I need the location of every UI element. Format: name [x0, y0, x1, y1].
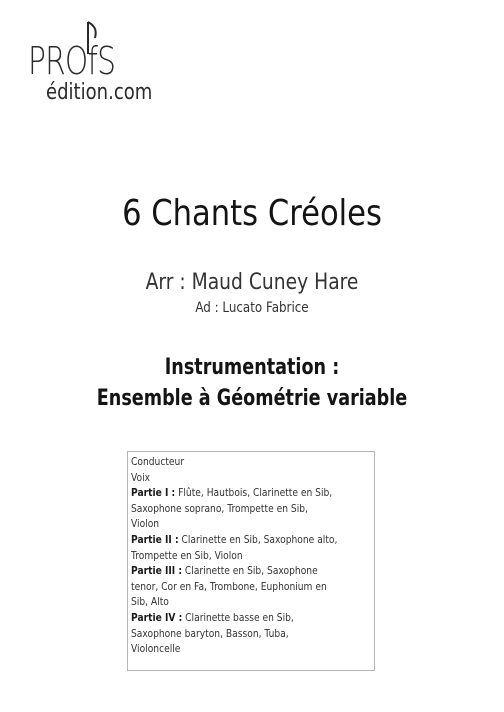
- instrumentation-heading: Instrumentation :: [164, 355, 340, 380]
- part-label: Partie III :: [131, 564, 183, 578]
- part-text: Clarinette en Sib, Saxophone alto,: [181, 532, 338, 546]
- score-title: 6 Chants Créoles: [122, 193, 382, 234]
- part-text: Clarinette en Sib, Saxophone: [184, 564, 318, 578]
- list-item: Saxophone soprano, Trompette en Sib,: [131, 501, 308, 515]
- logo-site-text: édition.com: [46, 80, 153, 105]
- list-item: [131, 485, 372, 501]
- list-item: tenor, Cor en Fa, Trombone, Euphonium en: [131, 579, 327, 593]
- part-text: Flûte, Hautbois, Clarinette en Sib,: [178, 486, 333, 500]
- list-item: Sib, Alto: [131, 595, 169, 609]
- list-item: Saxophone baryton, Basson, Tuba,: [131, 626, 289, 640]
- list-item: [131, 563, 372, 579]
- part-text: Clarinette basse en Sib,: [185, 610, 294, 624]
- publisher-logo: [28, 20, 178, 110]
- list-item: Voix: [131, 470, 151, 484]
- parts-list: [131, 454, 372, 657]
- part-label: Partie IV :: [131, 610, 183, 624]
- part-label: Partie I :: [131, 486, 176, 500]
- list-item: Trompette en Sib, Violon: [131, 548, 243, 562]
- adapter-line: Ad : Lucato Fabrice: [195, 300, 309, 316]
- list-item: Conducteur: [131, 455, 185, 468]
- list-item: Violoncelle: [131, 642, 181, 656]
- instrumentation-subheading: Ensemble à Géométrie variable: [96, 386, 408, 411]
- part-label: Partie II :: [131, 532, 179, 546]
- list-item: [131, 532, 372, 548]
- instrumentation-heading-block: [50, 352, 453, 414]
- parts-list-box: [127, 451, 375, 671]
- arranger-line: Arr : Maud Cuney Hare: [145, 270, 359, 295]
- list-item: Violon: [131, 517, 160, 531]
- list-item: [131, 610, 372, 626]
- logo-brand-text: PROfS: [28, 39, 116, 83]
